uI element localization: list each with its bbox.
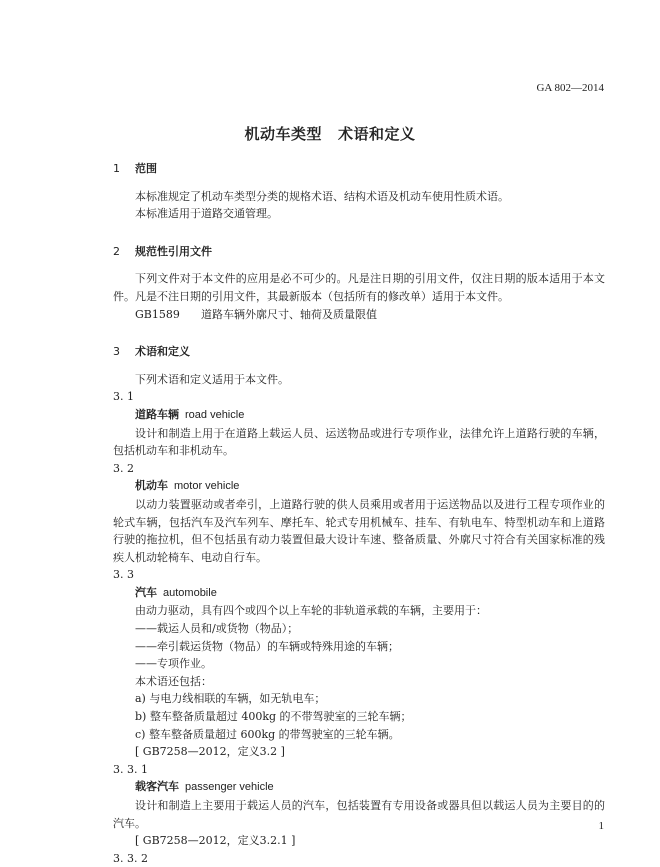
section-heading: 3 术语和定义	[113, 345, 190, 359]
title-part-1: 机动车类型	[244, 125, 322, 143]
clause-number: 3. 3	[113, 568, 134, 582]
document-title	[0, 122, 660, 146]
paragraph: 本标准适用于道路交通管理。	[135, 207, 278, 221]
section-heading: 2 规范性引用文件	[113, 244, 212, 258]
page-number: 1	[598, 820, 604, 833]
clause-number: 3. 1	[113, 390, 134, 404]
term-definition: 以动力装置驱动或者牵引，上道路行驶的供人员乘用或者用于运送物品以及进行工程专项作业的轮式车辆，包括汽车及汽车列车、摩托车、轮式专用机械车、挂车、有轨电车、特型机动车和上道路行驶的拖拉机，但不包括虽有动力装置但最大设计车速、整备质量、外廓尺寸符合有关国家标准的残疾人机动轮椅车、电动自行车。	[113, 497, 605, 564]
term-heading: 机动车 motor vehicle	[135, 479, 240, 493]
list-item: c) 整车整备质量超过 600kg 的带驾驶室的三轮车辆。	[135, 727, 400, 741]
clause-number: 3. 2	[113, 461, 134, 475]
list-item: ——专项作业。	[135, 657, 212, 671]
document-body	[113, 160, 605, 867]
term-heading: 载客汽车 passenger vehicle	[135, 780, 274, 794]
paragraph: 本标准规定了机动车类型分类的规格术语、结构术语及机动车使用性质术语。	[135, 189, 509, 203]
term-definition: 设计和制造上用于在道路上载运人员、运送物品或进行专项作业，法律允许上道路行驶的车辆，包括机动车和非机动车。	[113, 426, 605, 458]
source-citation: [ GB7258—2012，定义3.2 ]	[135, 745, 285, 759]
list-item: ——载运人员和/或货物（物品）；	[135, 622, 299, 636]
term-heading: 道路车辆 road vehicle	[135, 407, 245, 421]
list-item: a) 与电力线相联的车辆，如无轨电车；	[135, 692, 326, 706]
section-heading: 1 范围	[113, 162, 157, 175]
source-citation: [ GB7258—2012，定义3.2.1 ]	[135, 834, 296, 848]
list-item: ——牵引载运货物（物品）的车辆或特殊用途的车辆；	[135, 639, 399, 653]
list-item: b) 整车整备质量超过 400kg 的不带驾驶室的三轮车辆；	[135, 710, 412, 724]
term-definition: 设计和制造上主要用于载运人员的汽车，包括装置有专用设备或器具但以载运人员为主要目的的汽车。	[113, 799, 605, 830]
term-definition: 由动力驱动，具有四个或四个以上车轮的非轨道承载的车辆，主要用于：	[135, 604, 487, 618]
clause-number: 3. 3. 1	[113, 762, 148, 776]
term-heading: 汽车 automobile	[135, 585, 217, 599]
standard-code: GA 802—2014	[536, 82, 604, 94]
title-part-2: 术语和定义	[338, 125, 416, 143]
paragraph: 下列文件对于本文件的应用是必不可少的。凡是注日期的引用文件，仅注日期的版本适用于本文件。凡是不注日期的引用文件，其最新版本（包括所有的修改单）适用于本文件。	[113, 272, 605, 303]
normative-reference	[113, 306, 605, 324]
clause-number: 3. 3. 2	[113, 851, 148, 865]
reference-code: GB1589	[135, 307, 180, 321]
paragraph: 下列术语和定义适用于本文件。	[135, 372, 289, 386]
paragraph: 本术语还包括：	[135, 674, 212, 688]
reference-title: 道路车辆外廓尺寸、轴荷及质量限值	[201, 307, 377, 321]
